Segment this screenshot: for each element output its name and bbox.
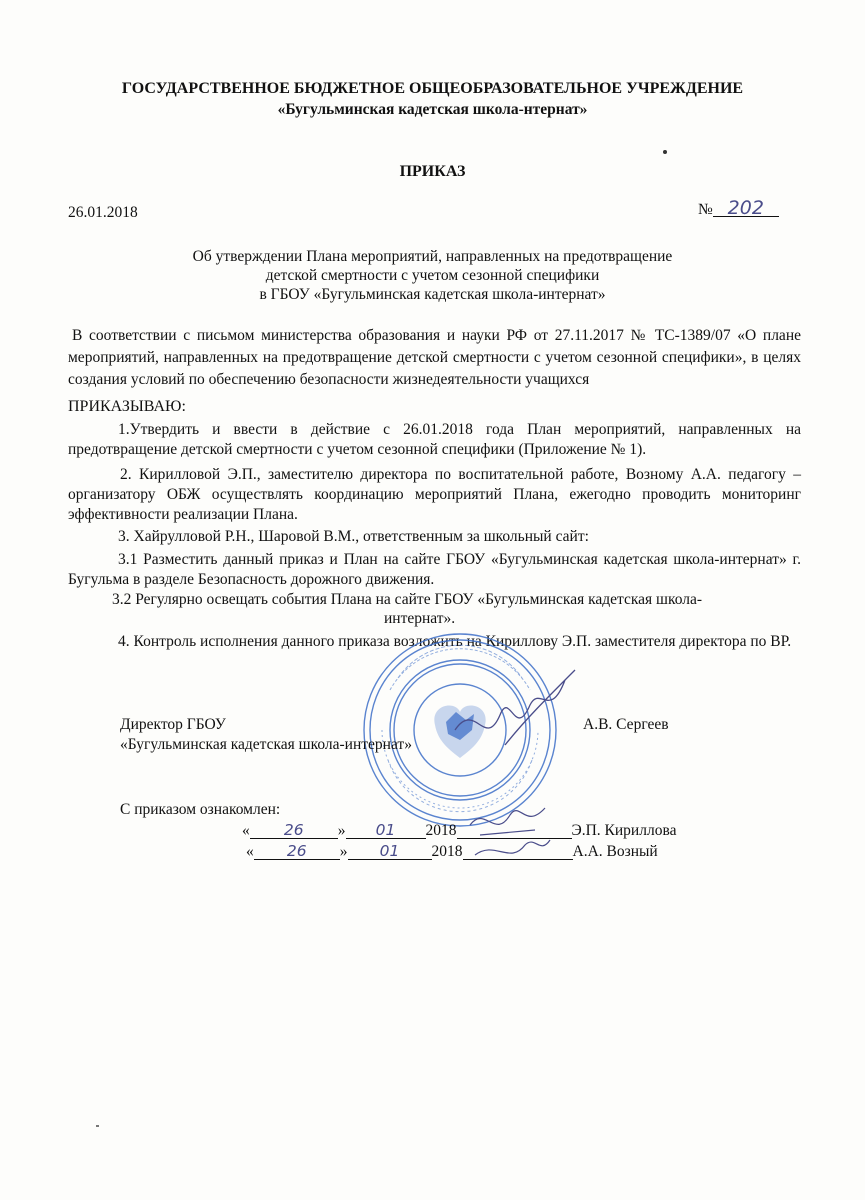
order-date: 26.01.2018 — [68, 204, 138, 221]
person-name: Э.П. Кириллова — [571, 822, 677, 839]
subject-line: Об утверждении Плана мероприятий, направленных на предотвращение — [192, 248, 673, 265]
order-item-3-2-cont: интернат». — [384, 610, 456, 627]
number-prefix: № — [698, 201, 713, 218]
day-handwritten: 26 — [250, 823, 338, 839]
order-item-3: 3. Хайрулловой Р.Н., Шаровой В.М., ответственным за школьный сайт: — [118, 528, 589, 545]
order-item-1: 1.Утвердить и ввести в действие с 26.01.2018 года План мероприятий, направленных на предотвращение детской смертности с учетом сезонной специфики (Приложение № 1). — [68, 421, 801, 458]
director-signature — [445, 660, 585, 760]
order-keyword: ПРИКАЗЫВАЮ: — [68, 398, 186, 415]
org-name-line2: «Бугульминская кадетская школа-нтернат» — [277, 101, 588, 118]
signature-line — [463, 844, 573, 860]
ink-speck — [663, 150, 667, 154]
order-item-4: 4. Контроль исполнения данного приказа возложить на Кириллову Э.П. заместителя директора по ВР. — [118, 633, 792, 650]
number-handwritten: 202 — [713, 201, 779, 217]
year: 2018 — [431, 843, 463, 860]
director-title: Директор ГБОУ — [120, 716, 226, 733]
order-item-3-2: 3.2 Регулярно освещать события Плана на сайте ГБОУ «Бугульминская кадетская школа- — [112, 591, 703, 608]
acquaintance-row: « 26 » 01 2018 А.А. Возный — [246, 842, 658, 860]
acquainted-label: С приказом ознакомлен: — [120, 801, 281, 818]
acquaintance-row: « 26 » 01 2018 Э.П. Кириллова — [242, 821, 677, 839]
signature-line — [457, 823, 572, 839]
day-handwritten: 26 — [254, 844, 340, 860]
order-number — [698, 197, 779, 219]
order-subject — [0, 247, 865, 304]
preamble: В соответствии с письмом министерства образования и науки РФ от 27.11.2017 № ТС-1389/07 «О плане мероприятий, направленных на предотвращение детской смертности с учетом сезонной специфики», в целях создания условий по обеспечению безопасности жизнедеятельности учащихся — [68, 327, 801, 388]
year: 2018 — [425, 822, 457, 839]
person-name: А.А. Возный — [572, 843, 658, 860]
subject-line: в ГБОУ «Бугульминская кадетская школа-интернат» — [259, 286, 606, 303]
scan-speck — [96, 1125, 99, 1127]
document-title: ПРИКАЗ — [399, 163, 466, 180]
month-handwritten: 01 — [346, 823, 426, 839]
director-school: «Бугульминская кадетская школа-интернат» — [120, 736, 412, 753]
month-handwritten: 01 — [348, 844, 432, 860]
order-item-3-1: 3.1 Разместить данный приказ и План на сайте ГБОУ «Бугульминская кадетская школа-интернат» г. Бугульма в разделе Безопасность дорожного движения. — [68, 551, 801, 588]
order-item-2: 2. Кирилловой Э.П., заместителю директора по воспитательной работе, Возному А.А. педагогу – организатору ОБЖ осуществлять координацию мероприятий Плана, ежегодно проводить мониторинг эффективности реализации Плана. — [68, 466, 801, 523]
org-name-line1: ГОСУДАРСТВЕННОЕ БЮДЖЕТНОЕ ОБЩЕОБРАЗОВАТЕЛЬНОЕ УЧРЕЖДЕНИЕ — [121, 80, 744, 97]
director-name: А.В. Сергеев — [583, 716, 669, 733]
subject-line: детской смертности с учетом сезонной специфики — [265, 267, 600, 284]
